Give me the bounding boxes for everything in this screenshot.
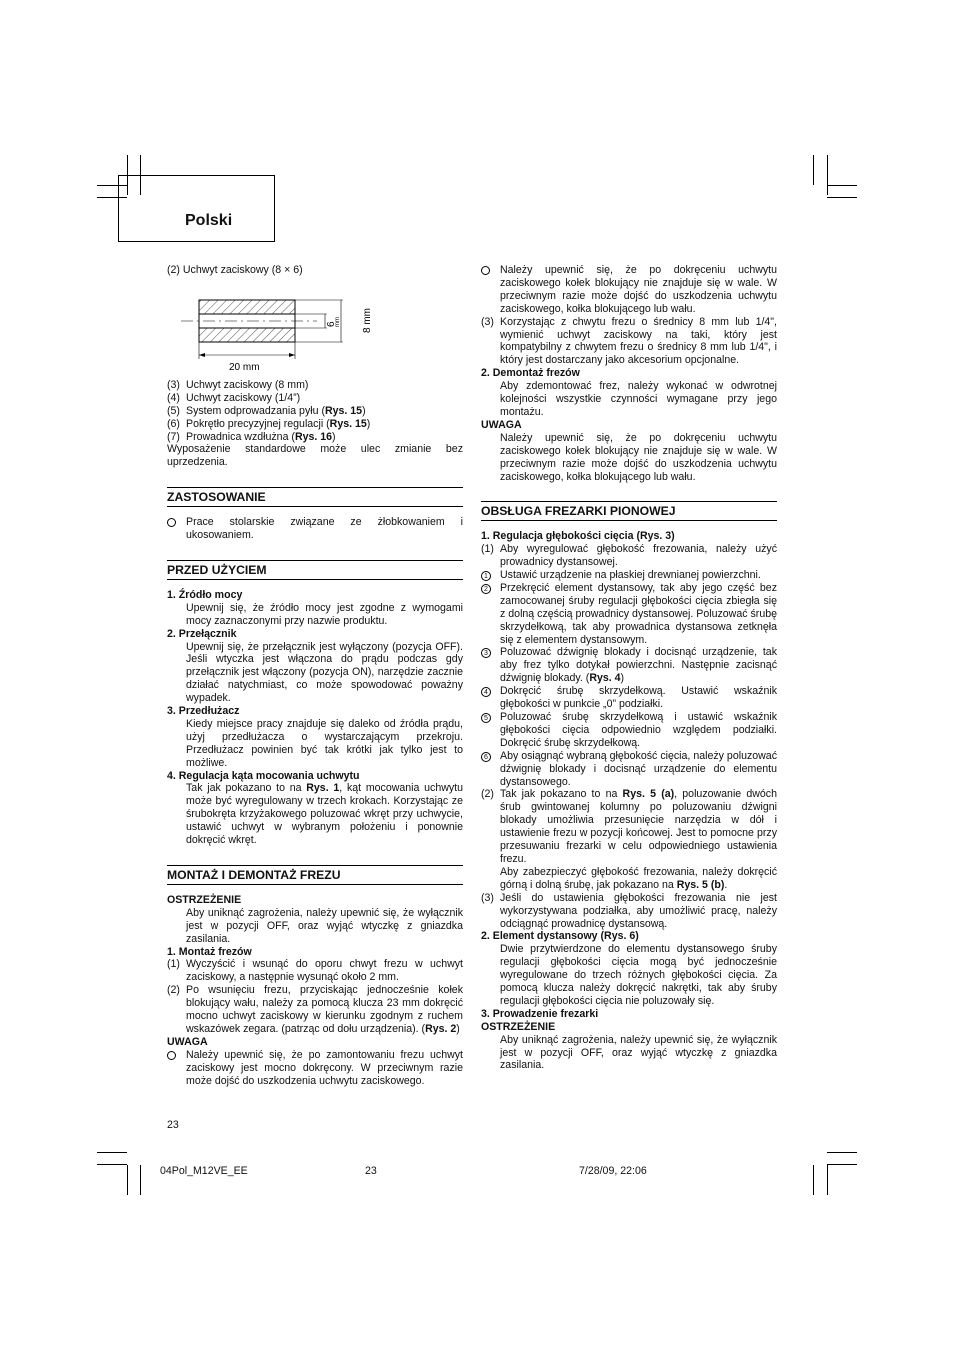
- extension-cord-text: Kiedy miejsce pracy znajduje się daleko od źródła prądu, użyj przedłużacza o wystarczającym przekroju. Przedłużacz powinien być tak krótki jak tylko jest to możliwe.: [186, 717, 463, 769]
- footer-file-name: 04Pol_M12VE_EE: [160, 1165, 248, 1177]
- collet-upper-section: [199, 300, 295, 314]
- handle-angle-text: Tak jak pokazano to na Rys. 1, kąt mocowania uchwytu może być wyregulowany w trzech krokach. Korzystając ze śrubokręta krzyżakowego poluzować wkręt przy uchwycie, ustawić uchwyt w wybranym położeniu i ponownie dokręcić wkręt.: [186, 782, 464, 847]
- depth-substep-4: 4 Dokręcić śrubę skrzydełkową. Ustawić wskaźnik głębokości w punkcie „0” podziałki.: [481, 685, 777, 711]
- right-column: [481, 264, 777, 1072]
- power-source-heading: 1. Źródło mocy: [167, 588, 243, 601]
- warning-heading: OSTRZEŻENIE: [167, 893, 242, 906]
- note-text: Należy upewnić się, że po dokręceniu uchwytu zaciskowego kołek blokujący nie znajduje się w wale. W przeciwnym razie może dojść do uszkodzenia uchwytu zaciskowego, kołka blokującego lub wału.: [500, 431, 777, 483]
- handle-angle-heading: 4. Regulacja kąta mocowania uchwytu: [167, 769, 360, 782]
- collet-item-4: (4) Uchwyt zaciskowy (1/4”): [167, 391, 301, 404]
- note-bullet: Należy upewnić się, że po zamontowaniu frezu uchwyt zaciskowy jest mocno dokręcony. W przeciwnym razie może dojść do uszkodzenia uchwytu zaciskowego.: [167, 1049, 463, 1088]
- switch-heading: 2. Przełącznik: [167, 627, 237, 640]
- crop-mark: [827, 185, 857, 186]
- application-bullet: Prace stolarskie związane ze żłobkowaniem i ukosowaniem.: [167, 516, 463, 542]
- warning-heading: OSTRZEŻENIE: [481, 1020, 556, 1033]
- note-heading: UWAGA: [167, 1035, 208, 1048]
- standard-accessories-note: Wyposażenie standardowe może ulec zmianie bez uprzedzenia.: [167, 443, 463, 469]
- language-header-box: [118, 175, 275, 242]
- collet-diagram: [167, 283, 387, 373]
- crop-mark: [97, 1152, 127, 1153]
- crop-mark: [813, 155, 814, 185]
- circle-bullet-icon: [167, 518, 176, 527]
- power-source-text: Upewnij się, że źródło mocy jest zgodne z wymogami mocy zaznaczonymi przy nazwie produktu.: [186, 601, 463, 627]
- circle-bullet-icon: [167, 1051, 176, 1060]
- bit-install-step-2: (2) Po wsunięciu frezu, przyciskając jednocześnie kołek blokujący wału, należy za pomocą klucza 23 mm dokręcić mocno uchwyt zaciskowy w kierunku zgodnym z ruchem wskazówek zegara. (patrząc od dołu urządzenia). (Rys. 2): [167, 984, 463, 1035]
- extension-cord-heading: 3. Przedłużacz: [167, 705, 240, 718]
- language-title: Polski: [185, 212, 233, 229]
- dim-8mm-label: 8 mm: [362, 307, 373, 333]
- fine-adjust-item: (6) Pokrętło precyzyjnej regulacji (Rys. 15): [167, 417, 371, 430]
- crop-mark: [827, 1164, 857, 1165]
- collet-item-3: (3) Uchwyt zaciskowy (8 mm): [167, 378, 309, 391]
- collet-replace-step-3: (3) Korzystając z chwytu frezu o średnicy 8 mm lub 1/4", wymienić uchwyt zaciskowy na taki, który jest kompatybilny z chwytem frezu o średnicy 8 mm lub 1/4", i który jest dostarczany jako akcesorium opcjonalne.: [481, 315, 777, 367]
- crop-mark: [827, 155, 828, 195]
- circle-bullet-icon: [481, 266, 490, 275]
- depth-substep-5: 5 Poluzować śrubę skrzydełkową i ustawić wskaźnik głębokości cięcia odpowiednio względem podziałki. Dokręcić śrubę skrzydełkową.: [481, 711, 777, 750]
- section-obsluga: OBSŁUGA FREZARKI PIONOWEJ: [481, 501, 777, 521]
- footer-date: 7/28/09, 22:06: [579, 1165, 647, 1177]
- crop-mark: [827, 1152, 857, 1153]
- warning-text: Aby uniknąć zagrożenia, należy upewnić się, że wyłącznik jest w pozycji OFF, oraz wyjąć wtyczkę z gniazdka zasilania.: [186, 906, 463, 945]
- depth-adjust-heading: 1. Regulacja głębokości cięcia (Rys. 3): [481, 530, 675, 543]
- router-guiding-heading: 3. Prowadzenie frezarki: [481, 1007, 599, 1020]
- bit-removal-text: Aby zdemontować frez, należy wykonać w odwrotnej kolejności wszystkie czynności wymagane przy jego montażu.: [500, 380, 777, 418]
- depth-step-3: (3) Jeśli do ustawienia głębokości frezowania nie jest wykorzystywana podziałka, aby umożliwić pracę, należy odciągnąć prowadnicę dystansową.: [481, 891, 777, 930]
- collet-item-2: (2) Uchwyt zaciskowy (8 × 6): [167, 264, 303, 276]
- depth-substep-6: 6 Aby osiągnąć wybraną głębokość cięcia, należy poluzować dźwignię blokady i docisnąć urządzenie do elementu dystansowego.: [481, 750, 777, 789]
- section-montaz: MONTAŻ I DEMONTAŻ FREZU: [167, 865, 463, 885]
- bit-removal-heading: 2. Demontaż frezów: [481, 367, 580, 380]
- crop-mark: [827, 197, 857, 198]
- crop-mark: [827, 1165, 828, 1195]
- section-przed-uzyciem: PRZED UŻYCIEM: [167, 560, 463, 580]
- warning-text: Aby uniknąć zagrożenia, należy upewnić się, że wyłącznik jest w pozycji OFF, oraz wyjąć wtyczkę z gniazdka zasilania.: [500, 1033, 777, 1072]
- collet-lower-section: [199, 328, 295, 342]
- stopper-block-heading: 2. Element dystansowy (Rys. 6): [481, 930, 639, 943]
- depth-step-2: (2) Tak jak pokazano to na Rys. 5 (a), poluzowanie dwóch śrub gwintowanej kolumny po poluzowaniu dźwigni blokady umożliwia przesunięcie narzędzia w dół i ustawienie frezu w pozycji końcowej. Jest to pomocne przy przesuwaniu frezarki w celu odpowiedniego ustawienia frezu. Aby zabezpieczyć głębokość frezowania, należy dokręcić górną i dolną śrubę, jak pokazano na Rys. 5 (b).: [481, 788, 777, 891]
- crop-mark: [97, 1164, 127, 1165]
- depth-substep-2: 2 Przekręcić element dystansowy, tak aby jego część bez zamocowanej śruby regulacji głębokości cięcia zbiegła się z dolną częścią prowadnicy dystansowej. Poluzować śrubę skrzydełkową, tak aby prowadnica dystansowa zetknęła się z elementem dystansowym.: [481, 582, 777, 647]
- crop-mark: [813, 1165, 814, 1195]
- bit-install-heading: 1. Montaż frezów: [167, 945, 252, 958]
- depth-substep-1: 1 Ustawić urządzenie na płaskiej drewnianej powierzchni.: [481, 569, 777, 582]
- collet-check-bullet: Należy upewnić się, że po dokręceniu uchwytu zaciskowego kołek blokujący nie znajduje się w wale. W przeciwnym razie może dojść do uszkodzenia uchwytu zaciskowego, kołka blokującego lub wału.: [481, 264, 777, 316]
- switch-text: Upewnij się, że przełącznik jest wyłączony (pozycja OFF). Jeśli wtyczka jest włączona do prądu podczas gdy przełącznik jest włączony (pozycja ON), narzędzie zacznie działać natychmiast, co może spowodować poważny wypadek.: [186, 640, 463, 705]
- left-column: [167, 264, 463, 1088]
- guide-item: (7) Prowadnica wzdłużna (Rys. 16): [167, 430, 336, 443]
- footer-page: 23: [365, 1165, 377, 1177]
- stopper-block-text: Dwie przytwierdzone do elementu dystansowego śruby regulacji głębokości cięcia mogą być jednocześnie wyregulowane do trzech różnych głębokości cięcia. Za pomocą klucza należy dokręcić nakrętki, tak aby śruby regulacji głębokości cięcia nie poluzowały się.: [500, 943, 777, 1007]
- dust-system-item: (5) System odprowadzania pyłu (Rys. 15): [167, 404, 366, 417]
- note-heading: UWAGA: [481, 418, 522, 431]
- crop-mark: [127, 1165, 128, 1195]
- bit-install-step-1: (1) Wyczyścić i wsunąć do oporu chwyt frezu w uchwyt zaciskowy, a następnie wysunąć około 2 mm.: [167, 958, 463, 984]
- depth-substep-3: 3 Poluzować dźwignię blokady i docisnąć urządzenie, tak aby frez tylko dotykał powierzchni. Następnie zacisnąć dźwignię blokady. (Rys. 4): [481, 646, 777, 685]
- crop-mark: [140, 1165, 141, 1195]
- dim-20mm-label: 20 mm: [229, 361, 260, 373]
- page-number: 23: [167, 1119, 179, 1131]
- dim-6-label: 6: [326, 321, 337, 327]
- section-zastosowanie: ZASTOSOWANIE: [167, 487, 463, 507]
- dim-6-unit-label: mm: [335, 316, 341, 327]
- depth-step-1: (1) Aby wyregulować głębokość frezowania, należy użyć prowadnicy dystansowej.: [481, 543, 777, 569]
